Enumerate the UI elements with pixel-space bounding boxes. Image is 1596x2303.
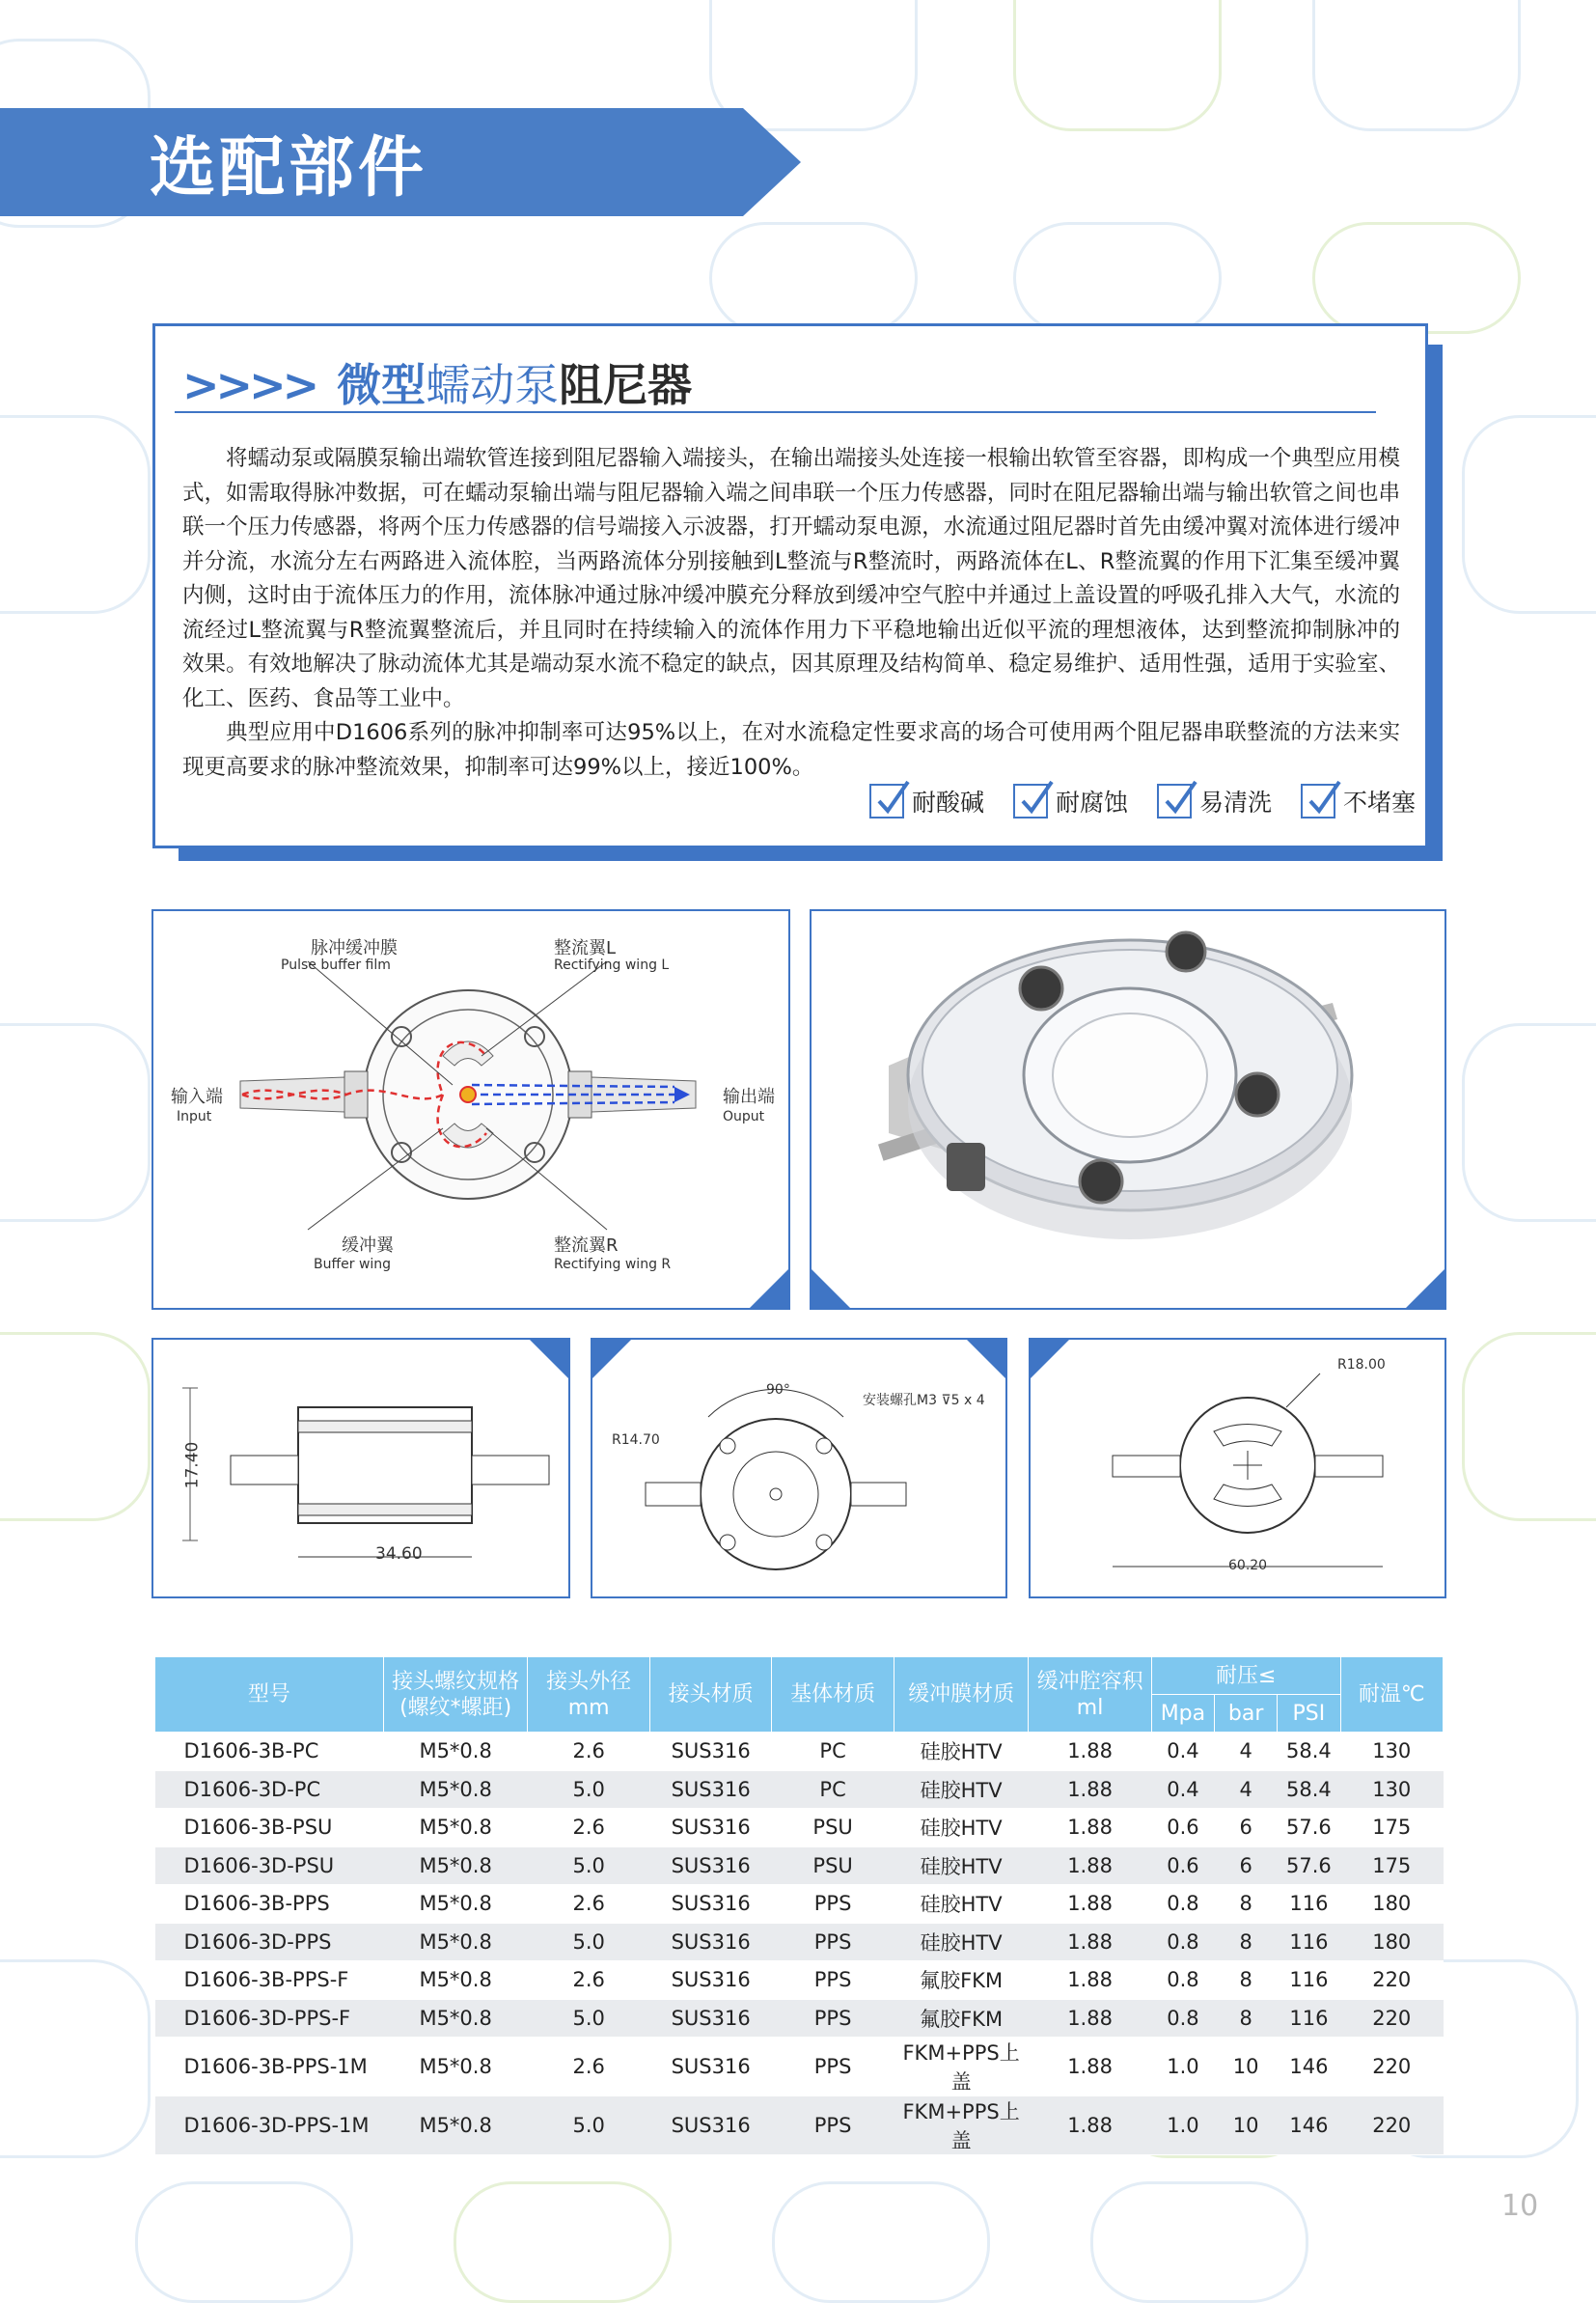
- table-cell: 130: [1340, 1770, 1443, 1809]
- table-cell: SUS316: [649, 1923, 771, 1961]
- label-pulse-film-en: Pulse buffer film: [281, 957, 391, 973]
- table-cell: M5*0.8: [383, 1999, 528, 2038]
- table-cell: 0.6: [1151, 1846, 1214, 1885]
- table-cell: 氟胶FKM: [894, 1999, 1029, 2038]
- table-cell: 2.6: [528, 1961, 649, 2000]
- table-cell: 0.4: [1151, 1733, 1214, 1771]
- mount-hole-note: 安装螺孔M3 ⊽5 x 4: [863, 1393, 985, 1408]
- table-cell: 220: [1340, 2096, 1443, 2155]
- table-cell: 10: [1215, 2096, 1278, 2155]
- table-cell: 1.88: [1029, 1961, 1151, 2000]
- table-cell: M5*0.8: [383, 1923, 528, 1961]
- height-dimension: 17.40: [182, 1441, 203, 1489]
- feature-item: 不堵塞: [1301, 784, 1416, 819]
- table-cell: M5*0.8: [383, 2038, 528, 2096]
- table-cell: 硅胶HTV: [894, 1923, 1029, 1961]
- label-wing-l-cn: 整流翼L: [554, 938, 617, 958]
- product-photo-panel: [810, 909, 1446, 1310]
- table-cell: 1.88: [1029, 1809, 1151, 1847]
- table-cell: 1.88: [1029, 1923, 1151, 1961]
- col-header-temp: 耐温℃: [1340, 1657, 1443, 1733]
- label-wing-r-en: Rectifying wing R: [554, 1257, 672, 1272]
- table-cell: SUS316: [649, 1885, 771, 1924]
- chevrons-icon: >>>>: [182, 359, 316, 411]
- radius-dimension-2: R18.00: [1337, 1357, 1386, 1373]
- table-cell: 0.6: [1151, 1809, 1214, 1847]
- table-cell: PPS: [772, 1999, 894, 2038]
- table-cell: 氟胶FKM: [894, 1961, 1029, 2000]
- table-cell: 5.0: [528, 2096, 649, 2155]
- table-cell: 175: [1340, 1846, 1443, 1885]
- table-row: [155, 1846, 1444, 1885]
- page-title: 选配部件: [150, 130, 428, 207]
- table-cell: 2.6: [528, 2038, 649, 2096]
- table-cell: 130: [1340, 1733, 1443, 1771]
- table-cell: 180: [1340, 1923, 1443, 1961]
- flow-diagram: [153, 911, 788, 1308]
- col-header-thread: 接头螺纹规格 (螺纹*螺距): [383, 1657, 528, 1733]
- table-cell: 硅胶HTV: [894, 1885, 1029, 1924]
- table-row: [155, 1770, 1444, 1809]
- label-input-cn: 输入端: [171, 1087, 223, 1107]
- col-header-pressure: 耐压≤: [1151, 1657, 1340, 1695]
- description-paragraph-2: 典型应用中D1606系列的脉冲抑制率可达95%以上，在对水流稳定性要求高的场合可使用两个阻尼器串联整流的方法来实现更高要求的脉冲整流效果，抑制率可达99%以上，接近100%。: [182, 720, 1400, 780]
- table-cell: 5.0: [528, 1999, 649, 2038]
- table-cell: 硅胶HTV: [894, 1770, 1029, 1809]
- label-output-cn: 输出端: [723, 1087, 775, 1107]
- table-cell: PC: [772, 1733, 894, 1771]
- table-cell: M5*0.8: [383, 1733, 528, 1771]
- table-cell: 146: [1278, 2096, 1340, 2155]
- table-row: [155, 1923, 1444, 1961]
- table-row: [155, 1999, 1444, 2038]
- col-header-model: 型号: [155, 1657, 384, 1733]
- bottom-view-drawing-panel: [1029, 1338, 1446, 1598]
- table-cell: 220: [1340, 2038, 1443, 2096]
- checkbox-checked-icon: [1157, 784, 1192, 819]
- table-cell: PPS: [772, 2038, 894, 2096]
- width-dimension-2: 60.20: [1228, 1558, 1268, 1573]
- table-cell: 180: [1340, 1885, 1443, 1924]
- title-divider: [175, 411, 1376, 413]
- table-cell: 57.6: [1278, 1846, 1340, 1885]
- table-cell: D1606-3D-PPS-1M: [155, 2096, 384, 2155]
- table-cell: M5*0.8: [383, 1770, 528, 1809]
- radius-dimension-1: R14.70: [612, 1432, 660, 1448]
- table-row: [155, 1885, 1444, 1924]
- table-cell: 8: [1215, 1999, 1278, 2038]
- flow-diagram-panel: [151, 909, 790, 1310]
- table-cell: 0.8: [1151, 1923, 1214, 1961]
- table-cell: 146: [1278, 2038, 1340, 2096]
- table-cell: 220: [1340, 1961, 1443, 2000]
- table-cell: 116: [1278, 1999, 1340, 2038]
- table-cell: D1606-3D-PPS-F: [155, 1999, 384, 2038]
- table-cell: PPS: [772, 1923, 894, 1961]
- table-cell: D1606-3D-PSU: [155, 1846, 384, 1885]
- table-cell: SUS316: [649, 1961, 771, 2000]
- table-cell: 2.6: [528, 1733, 649, 1771]
- table-cell: 8: [1215, 1885, 1278, 1924]
- table-cell: 5.0: [528, 1846, 649, 1885]
- description-text: [182, 442, 1400, 785]
- table-cell: SUS316: [649, 1770, 771, 1809]
- page-number: 10: [1501, 2189, 1539, 2223]
- top-view-drawing: [592, 1340, 1005, 1596]
- checkbox-checked-icon: [869, 784, 904, 819]
- table-cell: 175: [1340, 1809, 1443, 1847]
- table-cell: 116: [1278, 1923, 1340, 1961]
- table-cell: 8: [1215, 1923, 1278, 1961]
- table-cell: SUS316: [649, 1809, 771, 1847]
- label-input-en: Input: [177, 1109, 212, 1124]
- table-cell: D1606-3B-PPS: [155, 1885, 384, 1924]
- table-cell: 1.0: [1151, 2038, 1214, 2096]
- table-cell: SUS316: [649, 1733, 771, 1771]
- table-cell: 4: [1215, 1770, 1278, 1809]
- top-view-drawing-panel: [591, 1338, 1007, 1598]
- table-row: [155, 2096, 1444, 2155]
- side-view-drawing-panel: [151, 1338, 570, 1598]
- table-cell: FKM+PPS上盖: [894, 2096, 1029, 2155]
- table-cell: 1.88: [1029, 1733, 1151, 1771]
- table-cell: D1606-3B-PPS-F: [155, 1961, 384, 2000]
- table-row: [155, 1809, 1444, 1847]
- col-header-membrane: 缓冲膜材质: [894, 1657, 1029, 1733]
- table-cell: SUS316: [649, 2038, 771, 2096]
- table-cell: D1606-3B-PC: [155, 1733, 384, 1771]
- label-output-en: Ouput: [723, 1109, 765, 1124]
- table-cell: 硅胶HTV: [894, 1846, 1029, 1885]
- table-cell: 0.8: [1151, 1961, 1214, 2000]
- table-cell: SUS316: [649, 1846, 771, 1885]
- description-paragraph-1: 将蠕动泵或隔膜泵输出端软管连接到阻尼器输入端接头，在输出端接头处连接一根输出软管至容器，即构成一个典型应用模式，如需取得脉冲数据，可在蠕动泵输出端与阻尼器输入端之间串联一个压力传感器，同时在阻尼器输出端与输出软管之间也串联一个压力传感器，将两个压力传感器的信号端接入示波器，打开蠕动泵电源，水流通过阻尼器时首先由缓冲翼对流体进行缓冲并分流，水流分左右两路进入流体腔，当两路流体分别接触到L整流与R整流时，两路流体在L、R整流翼的作用下汇集至缓冲翼内侧，这时由于流体压力的作用，流体脉冲通过脉冲缓冲膜充分释放到缓冲空气腔中并通过上盖设置的呼吸孔排入大气，水流的流经过L整流翼与R整流翼整流后，并且同时在持续输入的流体作用力下平稳地输出近似平流的理想液体，达到整流抑制脉冲的效果。有效地解决了脉动流体尤其是端动泵水流不稳定的缺点，因其原理及结构简单、稳定易维护、适用性强，适用于实验室、化工、医药、食品等工业中。: [182, 446, 1400, 711]
- spec-table: [154, 1656, 1444, 2155]
- table-cell: 220: [1340, 1999, 1443, 2038]
- col-header-psi: PSI: [1278, 1695, 1340, 1733]
- table-cell: 10: [1215, 2038, 1278, 2096]
- angle-dimension: 90°: [766, 1382, 790, 1398]
- table-cell: PC: [772, 1770, 894, 1809]
- side-view-drawing: [153, 1340, 568, 1596]
- table-cell: PSU: [772, 1846, 894, 1885]
- table-cell: PPS: [772, 2096, 894, 2155]
- col-header-od: 接头外径 mm: [528, 1657, 649, 1733]
- table-cell: 0.8: [1151, 1885, 1214, 1924]
- table-cell: 8: [1215, 1961, 1278, 2000]
- label-pulse-film-cn: 脉冲缓冲膜: [311, 938, 398, 958]
- feature-item: 耐腐蚀: [1013, 784, 1128, 819]
- width-dimension: 34.60: [375, 1544, 423, 1564]
- table-row: [155, 2038, 1444, 2096]
- table-cell: 1.88: [1029, 1846, 1151, 1885]
- col-header-volume: 缓冲腔容积 ml: [1029, 1657, 1151, 1733]
- product-photo: [812, 911, 1445, 1308]
- section-title: >>>> 微型蠕动泵阻尼器: [182, 359, 693, 411]
- table-cell: 58.4: [1278, 1733, 1340, 1771]
- feature-item: 耐酸碱: [869, 784, 984, 819]
- table-cell: 1.88: [1029, 2038, 1151, 2096]
- table-cell: 1.88: [1029, 2096, 1151, 2155]
- table-cell: PPS: [772, 1961, 894, 2000]
- table-cell: M5*0.8: [383, 2096, 528, 2155]
- table-cell: SUS316: [649, 2096, 771, 2155]
- table-cell: 58.4: [1278, 1770, 1340, 1809]
- table-cell: M5*0.8: [383, 1961, 528, 2000]
- table-cell: 5.0: [528, 1770, 649, 1809]
- checkbox-checked-icon: [1301, 784, 1335, 819]
- feature-list: [869, 784, 1416, 819]
- col-header-fitting: 接头材质: [649, 1657, 771, 1733]
- table-cell: 116: [1278, 1885, 1340, 1924]
- table-cell: 6: [1215, 1809, 1278, 1847]
- table-row: [155, 1733, 1444, 1771]
- table-cell: 116: [1278, 1961, 1340, 2000]
- table-cell: 1.88: [1029, 1770, 1151, 1809]
- table-cell: 1.0: [1151, 2096, 1214, 2155]
- table-cell: SUS316: [649, 1999, 771, 2038]
- intro-card: [152, 323, 1428, 848]
- table-cell: D1606-3D-PPS: [155, 1923, 384, 1961]
- table-cell: M5*0.8: [383, 1846, 528, 1885]
- label-wing-l-en: Rectifying wing L: [554, 957, 670, 973]
- label-buffer-wing-en: Buffer wing: [314, 1257, 392, 1272]
- table-cell: PSU: [772, 1809, 894, 1847]
- table-cell: 5.0: [528, 1923, 649, 1961]
- table-cell: 57.6: [1278, 1809, 1340, 1847]
- table-cell: M5*0.8: [383, 1809, 528, 1847]
- col-header-mpa: Mpa: [1151, 1695, 1214, 1733]
- table-cell: 1.88: [1029, 1885, 1151, 1924]
- col-header-body: 基体材质: [772, 1657, 894, 1733]
- table-cell: 硅胶HTV: [894, 1809, 1029, 1847]
- spec-table-body: [155, 1733, 1444, 2155]
- table-cell: D1606-3D-PC: [155, 1770, 384, 1809]
- table-cell: 0.8: [1151, 1999, 1214, 2038]
- table-cell: FKM+PPS上盖: [894, 2038, 1029, 2096]
- table-cell: D1606-3B-PSU: [155, 1809, 384, 1847]
- table-cell: D1606-3B-PPS-1M: [155, 2038, 384, 2096]
- table-cell: PPS: [772, 1885, 894, 1924]
- table-cell: 硅胶HTV: [894, 1733, 1029, 1771]
- table-cell: 2.6: [528, 1809, 649, 1847]
- feature-item: 易清洗: [1157, 784, 1272, 819]
- table-cell: 1.88: [1029, 1999, 1151, 2038]
- label-wing-r-cn: 整流翼R: [554, 1235, 619, 1256]
- table-row: [155, 1961, 1444, 2000]
- table-cell: 6: [1215, 1846, 1278, 1885]
- table-cell: 4: [1215, 1733, 1278, 1771]
- table-cell: 2.6: [528, 1885, 649, 1924]
- label-buffer-wing-cn: 缓冲翼: [342, 1235, 394, 1256]
- table-cell: 0.4: [1151, 1770, 1214, 1809]
- checkbox-checked-icon: [1013, 784, 1048, 819]
- table-cell: M5*0.8: [383, 1885, 528, 1924]
- col-header-bar: bar: [1215, 1695, 1278, 1733]
